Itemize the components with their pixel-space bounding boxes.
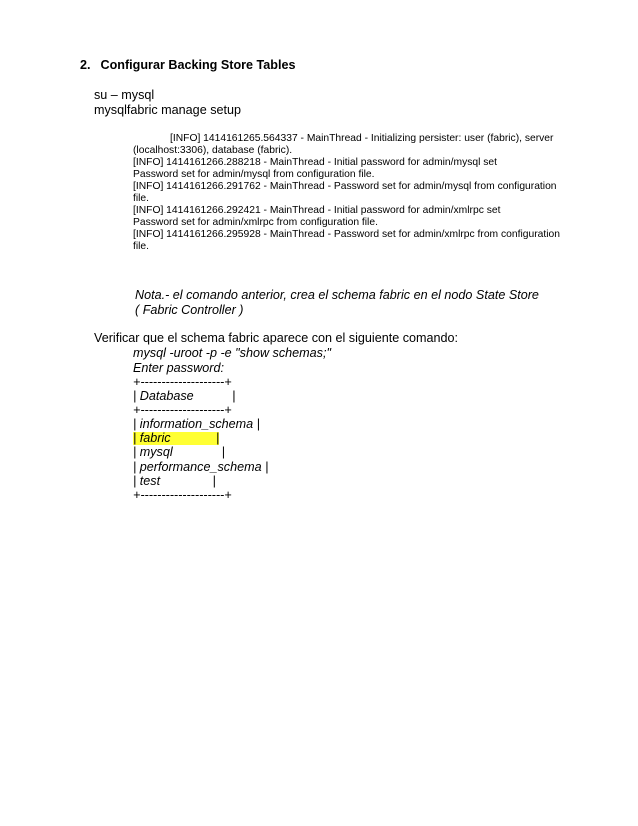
table-row-information-schema: | information_schema | bbox=[133, 417, 260, 431]
note-line: Nota.- el comando anterior, crea el schema fabric en el nodo State Store bbox=[135, 288, 539, 302]
log-line: [INFO] 1414161265.564337 - MainThread - Initializing persister: user (fabric), server bbox=[170, 133, 554, 144]
log-line: [INFO] 1414161266.295928 - MainThread - Password set for admin/xmlrpc from configuration bbox=[133, 229, 560, 240]
section-title: Configurar Backing Store Tables bbox=[100, 58, 296, 72]
table-row-fabric-highlighted: | fabric | bbox=[133, 431, 220, 445]
table-border: +--------------------+ bbox=[133, 375, 232, 389]
table-border: +--------------------+ bbox=[133, 403, 232, 417]
table-header-database: | Database | bbox=[133, 389, 236, 403]
enter-password-prompt: Enter password: bbox=[133, 361, 224, 375]
log-line: [INFO] 1414161266.288218 - MainThread - Initial password for admin/mysql set bbox=[133, 157, 498, 168]
table-border: +--------------------+ bbox=[133, 488, 232, 502]
log-line: Password set for admin/xmlrpc from configuration file. bbox=[133, 217, 378, 228]
verify-instruction: Verificar que el schema fabric aparece con el siguiente comando: bbox=[94, 331, 459, 345]
table-row-test: | test | bbox=[133, 474, 216, 488]
command-mysqlfabric-setup: mysqlfabric manage setup bbox=[94, 103, 241, 117]
table-row-mysql: | mysql | bbox=[133, 445, 225, 459]
command-su: su – mysql bbox=[94, 88, 155, 102]
table-row-performance-schema: | performance_schema | bbox=[133, 460, 269, 474]
log-line: file. bbox=[133, 193, 150, 204]
note-line: ( Fabric Controller ) bbox=[135, 303, 244, 317]
log-line: [INFO] 1414161266.292421 - MainThread - Initial password for admin/xmlrpc set bbox=[133, 205, 501, 216]
section-heading bbox=[80, 59, 296, 72]
log-line: Password set for admin/mysql from configuration file. bbox=[133, 169, 375, 180]
log-line: [INFO] 1414161266.291762 - MainThread - Password set for admin/mysql from configuration bbox=[133, 181, 557, 192]
section-number: 2. bbox=[80, 58, 91, 72]
show-schemas-command: mysql -uroot -p -e "show schemas;" bbox=[133, 346, 331, 360]
log-line: (localhost:3306), database (fabric). bbox=[133, 145, 293, 156]
log-line: file. bbox=[133, 241, 150, 252]
